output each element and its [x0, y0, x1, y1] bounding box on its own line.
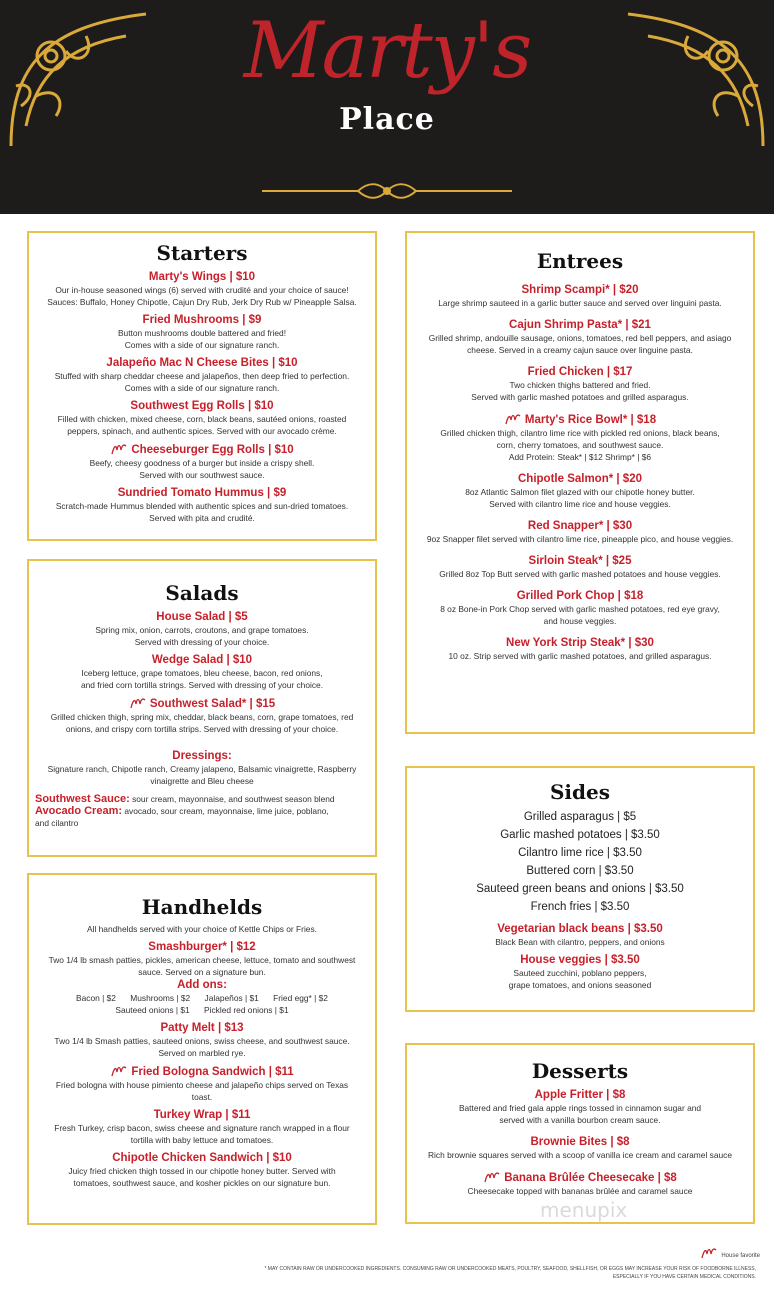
list-item — [407, 589, 753, 627]
house-favorite-icon — [110, 1064, 128, 1078]
item-desc: 9oz Snapper filet served with cilantro lime rice, pineapple pico, and house veggies. — [426, 534, 734, 544]
item-desc: Sauces: Buffalo, Honey Chipotle, Cajun Dry Rub, Jerk Dry Rub w/ Pineapple Salsa. — [47, 297, 357, 307]
addons-row — [29, 992, 375, 1004]
sauce-notes — [29, 793, 375, 829]
house-favorite-icon — [700, 1246, 718, 1260]
item-desc: Add Protein: Steak* | $12 Shrimp* | $6 — [508, 452, 652, 462]
item-title: Marty's Wings | $10 — [148, 271, 256, 283]
item-desc: Grilled 8oz Top Butt served with garlic mashed potatoes and house veggies. — [439, 569, 721, 579]
addon-item: Jalapeños | $1 — [204, 993, 259, 1003]
logo-script: Marty's — [243, 6, 531, 96]
item-desc: Served with cilantro lime rice and house veggies. — [489, 499, 671, 509]
list-item — [407, 412, 753, 463]
sides-section — [405, 766, 755, 1012]
item-desc: Served on marbled rye. — [158, 1048, 246, 1058]
item-desc: Two chicken thighs battered and fried. — [509, 380, 651, 390]
list-item — [29, 610, 375, 648]
item-desc: Cheesecake topped with bananas brûlée and caramel sauce — [467, 1186, 693, 1196]
house-favorite-icon — [110, 442, 128, 456]
item-desc: Served with our southwest sauce. — [139, 470, 265, 480]
addons-title: Add ons: — [177, 979, 227, 991]
section-title: Entrees — [536, 249, 624, 273]
addon-item: Mushrooms | $2 — [130, 993, 191, 1003]
handhelds-section — [27, 873, 377, 1225]
item-title: New York Strip Steak* | $30 — [506, 637, 654, 649]
house-favorite-legend — [700, 1246, 760, 1260]
item-desc: Filled with chicken, mixed cheese, corn, black beans, sautéed onions, roasted — [57, 414, 347, 424]
list-item — [29, 313, 375, 351]
item-desc: Signature ranch, Chipotle ranch, Creamy jalapeno, Balsamic vinaigrette, Raspberry — [47, 764, 357, 774]
item-desc: grape tomatoes, and onions seasoned — [508, 980, 652, 990]
house-favorite-label: House favorite — [721, 1253, 760, 1259]
sauce-label: Southwest Sauce: — [35, 793, 130, 805]
addon-item: Pickled red onions | $1 — [204, 1005, 289, 1015]
salads-section — [27, 559, 377, 857]
item-title: Southwest Salad* | $15 — [149, 698, 276, 710]
list-item — [29, 1108, 375, 1146]
item-desc: Fresh Turkey, crisp bacon, swiss cheese and signature ranch wrapped in a flour — [54, 1123, 350, 1133]
side-item: French fries | $3.50 — [530, 901, 630, 913]
item-title: Chipotle Chicken Sandwich | $10 — [112, 1152, 292, 1164]
house-favorite-icon — [504, 412, 522, 426]
list-item — [29, 356, 375, 394]
list-item — [29, 1064, 375, 1103]
item-title: Jalapeño Mac N Cheese Bites | $10 — [106, 357, 298, 369]
watermark: menupix — [540, 1198, 628, 1222]
item-desc: Beefy, cheesy goodness of a burger but inside a crispy shell. — [89, 458, 315, 468]
item-title: House Salad | $5 — [156, 611, 248, 623]
section-title: Sides — [549, 780, 610, 804]
item-desc: Rich brownie squares served with a scoop of vanilla ice cream and caramel sauce — [428, 1150, 732, 1160]
list-item — [407, 519, 753, 545]
item-title: Cheeseburger Egg Rolls | $10 — [131, 444, 294, 456]
list-item — [407, 554, 753, 580]
item-desc: Scratch-made Hummus blended with authentic spices and sun-dried tomatoes. — [55, 501, 349, 511]
list-item — [407, 283, 753, 309]
starters-section — [27, 231, 377, 541]
item-title: Marty's Rice Bowl* | $18 — [524, 414, 657, 426]
item-desc: Two 1/4 lb Smash patties, sauteed onions, swiss cheese, and southwest sauce. — [54, 1036, 350, 1046]
list-item — [407, 1135, 753, 1161]
list-item — [407, 1088, 753, 1126]
item-desc: Our in-house seasoned wings (6) served with crudité and your choice of sauce! — [55, 285, 349, 295]
list-item — [29, 653, 375, 691]
list-item — [407, 472, 753, 510]
item-desc: Served with pita and crudité. — [149, 513, 255, 523]
list-item — [29, 486, 375, 524]
sauce-desc: avocado, sour cream, mayonnaise, lime juice, poblano, — [124, 806, 329, 816]
list-item — [29, 442, 375, 481]
side-item: Grilled asparagus | $5 — [523, 811, 637, 823]
item-desc: Grilled shrimp, andouille sausage, onions, tomatoes, red bell peppers, and asiago — [428, 333, 732, 343]
item-title: Smashburger* | $12 — [148, 941, 256, 953]
item-title: Shrimp Scampi* | $20 — [521, 284, 639, 296]
addons-row — [29, 1004, 375, 1016]
item-desc: cheese. Served in a creamy cajun sauce over linguine pasta. — [467, 345, 693, 355]
item-desc: tomatoes, southwest sauce, and kosher pickles on our signature bun. — [73, 1178, 331, 1188]
item-title: Cajun Shrimp Pasta* | $21 — [509, 319, 651, 331]
item-title: Fried Chicken | $17 — [527, 366, 633, 378]
side-item: Buttered corn | $3.50 — [526, 865, 634, 877]
list-item — [407, 318, 753, 356]
section-title: Desserts — [531, 1059, 629, 1083]
item-title: Chipotle Salmon* | $20 — [518, 473, 642, 485]
side-item: Garlic mashed potatoes | $3.50 — [500, 829, 660, 841]
item-desc: and house veggies. — [543, 616, 617, 626]
item-desc: Served with dressing of your choice. — [134, 637, 270, 647]
item-desc: 8oz Atlantic Salmon filet glazed with our chipotle honey butter. — [465, 487, 695, 497]
item-desc: vinaigrette and Bleu cheese — [150, 776, 254, 786]
item-desc: Battered and fried gala apple rings tossed in cinnamon sugar and — [458, 1103, 702, 1113]
list-item — [407, 636, 753, 662]
item-title: Vegetarian black beans | $3.50 — [497, 923, 663, 935]
dressings-block — [29, 749, 375, 787]
list-item — [407, 922, 753, 948]
item-title: Dressings: — [172, 750, 232, 762]
item-desc: Comes with a side of our signature ranch. — [124, 383, 280, 393]
list-item — [407, 365, 753, 403]
item-desc: sauce. Served on a signature bun. — [138, 967, 266, 977]
disclaimer: * MAY CONTAIN RAW OR UNDERCOOKED INGREDIENTS. CONSUMING RAW OR UNDERCOOKED MEATS, POULTRY, SEAFOOD, SHELLFISH, OR EGGS MAY INCREASE YOUR RISK OF FOODBORNE ILLNESS, — [264, 1266, 756, 1272]
item-title: House veggies | $3.50 — [520, 954, 640, 966]
list-item — [29, 940, 375, 1016]
item-title: Apple Fritter | $8 — [534, 1089, 626, 1101]
item-desc: Grilled chicken thigh, cilantro lime rice with pickled red onions, black beans, — [440, 428, 720, 438]
side-item: Cilantro lime rice | $3.50 — [518, 847, 642, 859]
item-desc: Iceberg lettuce, grape tomatoes, bleu cheese, bacon, red onions, — [81, 668, 323, 678]
item-desc: 10 oz. Strip served with garlic mashed potatoes, and grilled asparagus. — [448, 651, 712, 661]
addon-item: Bacon | $2 — [76, 993, 116, 1003]
gold-flourish-icon — [258, 180, 516, 202]
item-desc: 8 oz Bone-in Pork Chop served with garlic mashed potatoes, red eye gravy, — [440, 604, 720, 614]
item-desc: Juicy fried chicken thigh tossed in our chipotle honey butter. Served with — [68, 1166, 336, 1176]
item-desc: and fried corn tortilla strings. Served with dressing of your choice. — [80, 680, 324, 690]
item-title: Red Snapper* | $30 — [527, 520, 633, 532]
section-title: Starters — [156, 241, 248, 265]
sauce-label: Avocado Cream: — [35, 805, 123, 817]
side-item: Sauteed green beans and onions | $3.50 — [476, 883, 684, 895]
item-title: Turkey Wrap | $11 — [153, 1109, 251, 1121]
sauce-desc: and cilantro — [35, 818, 79, 828]
logo-place: Place — [339, 102, 435, 137]
item-title: Brownie Bites | $8 — [530, 1136, 630, 1148]
house-favorite-icon — [129, 696, 147, 710]
item-title: Banana Brûlée Cheesecake | $8 — [504, 1172, 677, 1184]
item-desc: Stuffed with sharp cheddar cheese and jalapeños, then deep fried to perfection. — [54, 371, 350, 381]
section-intro: All handhelds served with your choice of Kettle Chips or Fries. — [87, 924, 317, 934]
item-desc: Button mushrooms double battered and fried! — [117, 328, 287, 338]
list-item — [29, 1021, 375, 1059]
item-title: Grilled Pork Chop | $18 — [516, 590, 644, 602]
section-title: Salads — [165, 581, 239, 605]
list-item — [407, 1170, 753, 1197]
item-desc: Comes with a side of our signature ranch. — [124, 340, 280, 350]
list-item — [407, 953, 753, 991]
item-desc: corn, cherry tomatoes, and southwest sauce. — [496, 440, 664, 450]
item-desc: toast. — [191, 1092, 213, 1102]
item-title: Patty Melt | $13 — [160, 1022, 244, 1034]
item-desc: onions, and crispy corn tortilla strips. Served with dressing of your choice. — [65, 724, 339, 734]
item-desc: Spring mix, onion, carrots, croutons, and grape tomatoes. — [95, 625, 309, 635]
list-item — [29, 1151, 375, 1189]
section-title: Handhelds — [141, 895, 263, 919]
list-item — [29, 270, 375, 308]
menu-header — [0, 0, 774, 214]
item-desc: Two 1/4 lb smash patties, pickles, american cheese, lettuce, tomato and southwest — [48, 955, 356, 965]
disclaimer: ESPECIALLY IF YOU HAVE CERTAIN MEDICAL CONDITIONS. — [612, 1274, 756, 1280]
addon-item: Fried egg* | $2 — [273, 993, 328, 1003]
item-desc: Black Bean with cilantro, peppers, and onions — [495, 937, 665, 947]
list-item — [29, 696, 375, 735]
item-title: Southwest Egg Rolls | $10 — [130, 400, 274, 412]
entrees-section — [405, 231, 755, 734]
house-favorite-icon — [483, 1170, 501, 1184]
item-title: Wedge Salad | $10 — [151, 654, 253, 666]
item-desc: served with a vanilla bourbon cream sauce. — [499, 1115, 661, 1125]
item-desc: Grilled chicken thigh, spring mix, cheddar, black beans, corn, grape tomatoes, red — [50, 712, 354, 722]
item-desc: tortilla with baby lettuce and tomatoes. — [130, 1135, 274, 1145]
item-title: Fried Mushrooms | $9 — [142, 314, 262, 326]
addon-item: Sauteed onions | $1 — [115, 1005, 190, 1015]
item-desc: Fried bologna with house pimiento cheese and jalapeño chips served on Texas — [55, 1080, 349, 1090]
item-desc: peppers, spinach, and authentic spices. Served with our avocado crème. — [67, 426, 337, 436]
item-desc: Large shrimp sauteed in a garlic butter sauce and served over linguini pasta. — [438, 298, 722, 308]
item-title: Fried Bologna Sandwich | $11 — [131, 1066, 294, 1078]
item-title: Sundried Tomato Hummus | $9 — [117, 487, 287, 499]
item-desc: Served with garlic mashed potatoes and grilled asparagus. — [471, 392, 689, 402]
sauce-desc: sour cream, mayonnaise, and southwest season blend — [132, 794, 335, 804]
list-item — [29, 399, 375, 437]
item-title: Sirloin Steak* | $25 — [528, 555, 632, 567]
desserts-section — [405, 1043, 755, 1224]
item-desc: Sauteed zucchini, poblano peppers, — [513, 968, 647, 978]
